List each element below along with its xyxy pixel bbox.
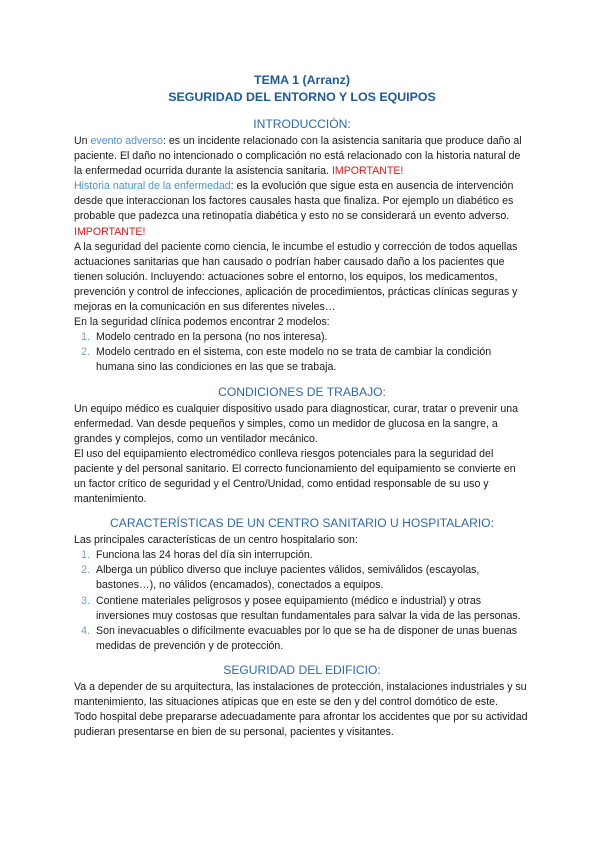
paragraph-equipo-medico: Un equipo médico es cualquier dispositivo usado para diagnosticar, curar, tratar o prevenir una enfermedad. Van desde pequeños y simples, como un medidor de glucosa en la sangre, a grandes y complejos, como un ventilador mecánico. <box>74 402 519 445</box>
list-number: 3. <box>81 594 90 607</box>
list-item-text: Son inevacuables o difícilmente evacuables por lo que se ha de disponer de unas buenas medidas de prevención y de protección. <box>96 624 518 652</box>
list-item <box>74 330 530 345</box>
list-number: 1. <box>81 331 90 344</box>
paragraph-caracteristicas-intro: Las principales características de un centro hospitalario son: <box>74 534 358 547</box>
list-item <box>74 594 530 624</box>
document-title: TEMA 1 (Arranz) <box>254 73 350 87</box>
list-number: 4. <box>81 624 90 637</box>
important-flag: IMPORTANTE! <box>331 165 404 178</box>
section-heading-condiciones: CONDICIONES DE TRABAJO: <box>218 384 386 399</box>
section-heading-edificio: SEGURIDAD DEL EDIFICIO: <box>223 662 381 677</box>
models-list <box>74 330 530 375</box>
document-subtitle: SEGURIDAD DEL ENTORNO Y LOS EQUIPOS <box>168 90 436 104</box>
section-heading-introduccion: INTRODUCCIÓN: <box>253 117 351 131</box>
paragraph-arquitectura: Va a depender de su arquitectura, las instalaciones de protección, instalaciones industriales y su mantenimiento, las situaciones atípicas que en este se den y del control domótico de este. <box>74 680 527 708</box>
list-number: 2. <box>81 346 90 359</box>
list-item <box>74 548 530 563</box>
paragraph-equipamiento: El uso del equipamiento electromédico conlleva riesgos potenciales para la seguridad del paciente y del personal sanitario. El correcto funcionamiento del equipamiento se convierte en un factor crítico de seguridad y el Centro/Unidad, como entidad responsable de su uso y mantenimiento. <box>74 447 516 506</box>
list-item-text: Alberga un público diverso que incluye pacientes válidos, semiválidos (escayolas, bastones…), no válidos (encamados), conectados a equipos. <box>96 564 480 592</box>
paragraph-hospital-accidentes: Todo hospital debe prepararse adecuadamente para afrontar los accidentes que por su actividad pudieran presentarse en bien de su personal, pacientes y visitantes. <box>74 711 528 739</box>
paragraph-modelos: En la seguridad clínica podemos encontrar 2 modelos: <box>74 316 330 329</box>
paragraph-seguridad-paciente: A la seguridad del paciente como ciencia, le incumbe el estudio y corrección de todos aquellas actuaciones sanitarias que han causado o podrían haber causado daño a los pacientes que tienen solución. Incluyendo: actuaciones sobre el entorno, los equipos, los medicamentos, prevención y control de infecciones, aplicación de procedimientos, prácticas clínicas seguras y mejoras en la comunicación en sus diferentes niveles… <box>74 240 518 314</box>
list-item <box>74 624 530 654</box>
list-number: 2. <box>81 564 90 577</box>
list-item-text: Modelo centrado en el sistema, con este modelo no se trata de cambiar la condición humana sino las condiciones en las que se trabaja. <box>96 346 492 374</box>
section-heading-caracteristicas: CARACTERÍSTICAS DE UN CENTRO SANITARIO U HOSPITALARIO: <box>110 516 494 531</box>
list-item-text: Funciona las 24 horas del día sin interrupción. <box>96 549 313 562</box>
characteristics-list <box>74 548 530 654</box>
paragraph-evento-adverso <box>74 134 530 179</box>
text-fragment: : es la evolución que sigue esta en ausencia de intervención desde que interaccionan los factores causales hasta que finaliza. Por ejemplo un diabético es probable que padezca una retinopatía diabética y esto no se considerará un evento adverso. <box>74 180 514 223</box>
text-fragment: : es un incidente relacionado con la asistencia sanitaria que produce daño al paciente. El daño no intencionado o complicación no está relacionado con la historia natural de la enfermedad ocurrida durante la asistencia sanitaria. <box>74 135 522 178</box>
list-item <box>74 563 530 593</box>
important-flag: IMPORTANTE! <box>74 225 146 238</box>
text-fragment: Un <box>74 135 91 147</box>
list-item-text: Contiene materiales peligrosos y posee equipamiento (médico e industrial) y otras inversiones muy costosas que resultan fundamentales para salvar la vida de las personas. <box>96 594 521 622</box>
list-number: 1. <box>81 549 90 562</box>
term-historia-natural: Historia natural de la enfermedad <box>74 180 231 193</box>
term-evento-adverso: evento adverso <box>90 135 163 147</box>
list-item-text: Modelo centrado en la persona (no nos interesa). <box>96 331 328 344</box>
list-item <box>74 345 530 375</box>
paragraph-historia-natural <box>74 179 530 239</box>
document-content <box>74 72 530 740</box>
